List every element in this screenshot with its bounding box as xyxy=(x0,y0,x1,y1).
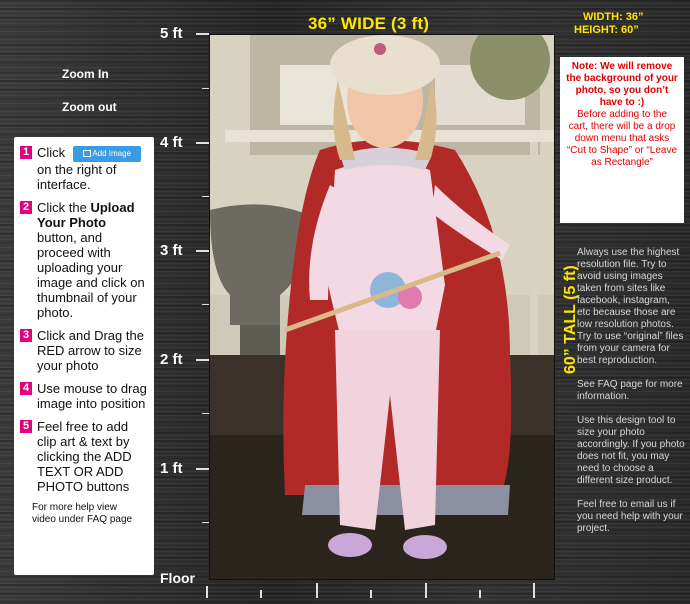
height-label-vertical: 60” TALL (5 ft) xyxy=(562,265,579,375)
ruler-tick xyxy=(196,33,209,35)
step-5 xyxy=(20,419,149,494)
child-photo[interactable] xyxy=(210,35,555,580)
ruler-tick xyxy=(196,359,209,361)
ruler-tick xyxy=(196,468,209,470)
tip-email: Feel free to email us if you need help with your project. xyxy=(577,499,683,534)
step-2 xyxy=(20,200,149,320)
step-text: on the right of interface. xyxy=(37,161,117,192)
step-text: Click the xyxy=(37,199,91,215)
tips-panel xyxy=(577,247,685,535)
note-text: Before adding to the cart, there will be a drop down menu that asks “Cut to Shape” or “Leave as Rectangle” xyxy=(566,109,678,168)
upload-photo-text: Upload Your Photo xyxy=(37,199,135,230)
step-text: Click xyxy=(37,145,66,160)
ruler-tick xyxy=(196,250,209,252)
ruler-tick xyxy=(202,304,209,305)
ruler-label-2ft: 2 ft xyxy=(160,351,183,368)
instructions-panel xyxy=(14,137,154,575)
image-icon xyxy=(83,150,91,157)
add-image-label: Add Image xyxy=(92,148,132,158)
zoom-out-button[interactable]: Zoom out xyxy=(62,100,117,114)
ruler-tick xyxy=(196,142,209,144)
bottom-ruler-tick xyxy=(370,590,372,598)
ruler-tick xyxy=(202,88,209,89)
step-3 xyxy=(20,328,149,373)
step-number: 2 xyxy=(20,201,32,214)
step-number: 3 xyxy=(20,329,32,342)
step-text: button, and proceed with uploading your image and click on thumbnail of your photo. xyxy=(37,229,145,320)
bottom-ruler-tick xyxy=(206,586,208,598)
ruler-label-4ft: 4 ft xyxy=(160,134,183,151)
ruler-label-floor: Floor xyxy=(160,570,195,586)
zoom-in-button[interactable]: Zoom In xyxy=(62,67,109,81)
bottom-ruler-tick xyxy=(316,583,318,598)
note-bold: Note: We will remove the background of your photo, so you don’t have to :) xyxy=(566,61,678,108)
step-text: Feel free to add clip art & text by clicking the ADD TEXT OR ADD PHOTO buttons xyxy=(37,418,132,494)
ruler-label-3ft: 3 ft xyxy=(160,242,183,259)
note-box xyxy=(560,57,684,223)
tip-faq: See FAQ page for more information. xyxy=(577,379,683,402)
bottom-ruler-tick xyxy=(425,583,427,598)
ruler-tick xyxy=(202,413,209,414)
step-1 xyxy=(20,145,149,192)
tip-sizing: Use this design tool to size your photo accordingly. If you photo does not fit, you may need to choose a different size product. xyxy=(577,415,685,486)
step-4 xyxy=(20,381,149,411)
step-number: 4 xyxy=(20,382,32,395)
add-image-button[interactable] xyxy=(73,146,141,162)
tip-resolution: Always use the highest resolution file. Try to avoid using images taken from sites like facebook, instagram, etc because those are low resolution photos. Try to use “original” files from your camera for best reproduction. xyxy=(577,247,684,366)
help-text: For more help view video under FAQ page xyxy=(32,501,133,525)
step-text: Click and Drag the RED arrow to size your photo xyxy=(37,327,144,373)
step-number: 5 xyxy=(20,420,32,433)
dimension-width-label: WIDTH: 36” xyxy=(583,11,644,23)
ruler-tick xyxy=(202,196,209,197)
bottom-ruler-tick xyxy=(479,590,481,598)
step-text: Use mouse to drag image into position xyxy=(37,380,147,411)
ruler-label-1ft: 1 ft xyxy=(160,460,183,477)
step-number: 1 xyxy=(20,146,32,159)
photo-canvas[interactable] xyxy=(209,34,555,580)
ruler-label-5ft: 5 ft xyxy=(160,25,183,42)
ruler-tick xyxy=(202,522,209,523)
bottom-ruler-tick xyxy=(260,590,262,598)
bottom-ruler-tick xyxy=(533,583,535,598)
width-heading: 36” WIDE (3 ft) xyxy=(308,14,430,33)
dimension-height-label: HEIGHT: 60” xyxy=(574,24,639,36)
